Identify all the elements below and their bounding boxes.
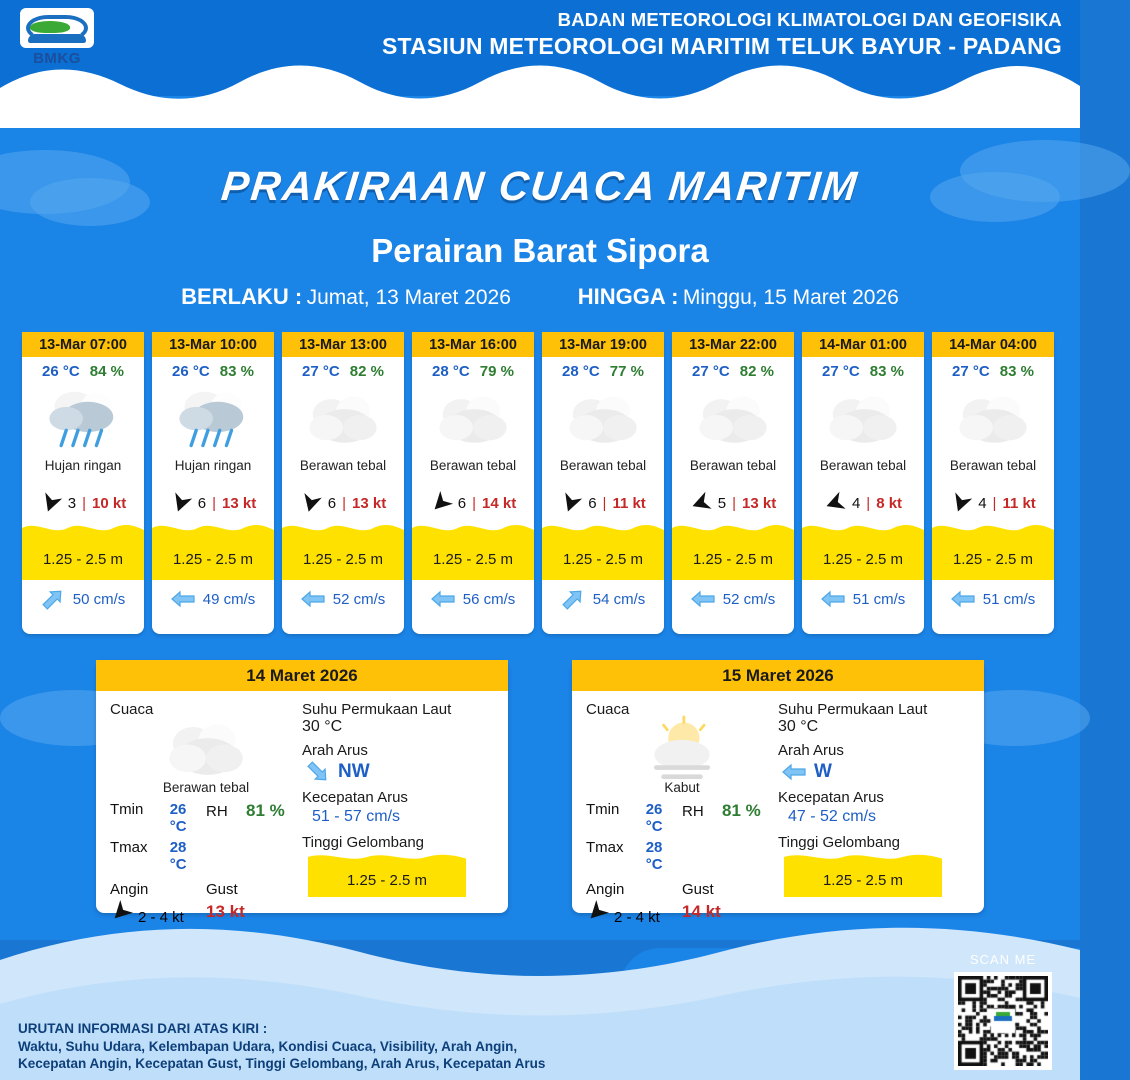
wind-row: 6 | 13 kt bbox=[170, 492, 256, 514]
relative-humidity: 82 % bbox=[349, 363, 384, 380]
tinggi-gelombang-value: 1.25 - 2.5 m bbox=[346, 872, 428, 889]
wind-visibility: 5 bbox=[717, 494, 727, 512]
arah-arus-label: Arah Arus bbox=[302, 742, 368, 759]
weather-icon bbox=[22, 380, 144, 458]
sst-value: 30 °C bbox=[302, 718, 343, 735]
current-direction-icon bbox=[303, 757, 333, 787]
hourly-forecast-list bbox=[22, 332, 1062, 634]
air-temperature: 27 °C bbox=[302, 363, 340, 380]
current-speed: 54 cm/s bbox=[592, 590, 646, 608]
daily-weather-icon bbox=[586, 718, 778, 780]
fog-icon bbox=[636, 716, 728, 782]
hourly-forecast-card bbox=[22, 332, 144, 634]
wind-row: 4 | 8 kt bbox=[824, 492, 902, 514]
wave-height: 1.25 - 2.5 m bbox=[822, 551, 904, 568]
rh-label: RH bbox=[682, 803, 704, 820]
wind-speed: 14 kt bbox=[482, 494, 517, 512]
wave-height-band bbox=[412, 524, 534, 580]
wave-height-band bbox=[672, 524, 794, 580]
wind-speed: 11 kt bbox=[612, 494, 646, 512]
cloud-icon bbox=[951, 389, 1035, 449]
kecepatan-arus-value: 51 - 57 cm/s bbox=[312, 808, 401, 825]
weather-condition: Hujan ringan bbox=[174, 458, 252, 473]
kecepatan-arus-label: Kecepatan Arus bbox=[302, 789, 408, 806]
wind-row: 6 | 13 kt bbox=[300, 492, 386, 514]
forecast-time: 13-Mar 10:00 bbox=[152, 332, 274, 357]
cloud-icon bbox=[301, 389, 385, 449]
validity-from-value: Jumat, 13 Maret 2026 bbox=[306, 286, 511, 309]
forecast-time: 14-Mar 04:00 bbox=[932, 332, 1054, 357]
relative-humidity: 84 % bbox=[89, 363, 124, 380]
air-temperature: 27 °C bbox=[822, 363, 860, 380]
wind-speed: 13 kt bbox=[352, 494, 387, 512]
hourly-forecast-card bbox=[802, 332, 924, 634]
wind-direction-icon bbox=[582, 897, 612, 927]
wave-height: 1.25 - 2.5 m bbox=[562, 551, 644, 568]
gust-label: Gust bbox=[682, 881, 714, 898]
weather-icon bbox=[932, 380, 1054, 458]
wave-height-band bbox=[542, 524, 664, 580]
cloud-icon bbox=[821, 389, 905, 449]
relative-humidity: 82 % bbox=[739, 363, 774, 380]
forecast-time: 13-Mar 16:00 bbox=[412, 332, 534, 357]
temp-humidity-row bbox=[562, 363, 644, 380]
daily-cuaca-label: Cuaca bbox=[586, 701, 630, 718]
weather-condition: Berawan tebal bbox=[559, 458, 647, 473]
forecast-time: 14-Mar 01:00 bbox=[802, 332, 924, 357]
wave-height: 1.25 - 2.5 m bbox=[302, 551, 384, 568]
wave-height: 1.25 - 2.5 m bbox=[172, 551, 254, 568]
current-direction-icon bbox=[691, 590, 715, 608]
footer-legend-heading: URUTAN INFORMASI DARI ATAS KIRI : bbox=[18, 1021, 268, 1036]
wind-direction-icon bbox=[822, 489, 848, 517]
wind-direction-icon bbox=[298, 490, 324, 515]
tmax-value: 28 °C bbox=[645, 839, 663, 873]
sst-label: Suhu Permukaan Laut bbox=[778, 701, 928, 718]
rh-value: 81 % bbox=[722, 801, 761, 820]
tmin-label: Tmin bbox=[586, 801, 620, 818]
daily-weather-condition: Kabut bbox=[664, 780, 700, 795]
tinggi-gelombang-band bbox=[784, 853, 942, 897]
relative-humidity: 79 % bbox=[479, 363, 514, 380]
weather-condition: Hujan ringan bbox=[44, 458, 122, 473]
wind-direction-icon bbox=[426, 488, 456, 518]
current-row bbox=[282, 580, 404, 618]
wind-direction-icon bbox=[37, 490, 65, 516]
wind-visibility: 6 bbox=[197, 494, 207, 512]
cloud-icon bbox=[691, 389, 775, 449]
wind-speed: 11 kt bbox=[1002, 494, 1036, 512]
angin-label: Angin bbox=[110, 881, 149, 898]
weather-icon bbox=[672, 380, 794, 458]
tinggi-gelombang-label: Tinggi Gelombang bbox=[778, 834, 901, 851]
validity-row bbox=[0, 284, 1080, 310]
wind-row: 5 | 13 kt bbox=[690, 492, 776, 514]
footer-legend-line-1: Waktu, Suhu Udara, Kelembapan Udara, Kondisi Cuaca, Visibility, Arah Angin, bbox=[18, 1039, 518, 1054]
air-temperature: 26 °C bbox=[42, 363, 80, 380]
daily-forecast-panel bbox=[572, 660, 984, 926]
wind-direction-icon bbox=[557, 490, 585, 516]
wave-height: 1.25 - 2.5 m bbox=[42, 551, 124, 568]
current-row bbox=[932, 580, 1054, 618]
wind-visibility: 6 bbox=[457, 494, 467, 512]
temp-humidity-row bbox=[432, 363, 514, 380]
wave-height-band bbox=[152, 524, 274, 580]
angin-label: Angin bbox=[586, 881, 625, 898]
weather-icon bbox=[152, 380, 274, 458]
weather-condition: Berawan tebal bbox=[689, 458, 777, 473]
cloud-icon bbox=[561, 389, 645, 449]
scan-me-label: SCAN ME bbox=[969, 952, 1037, 967]
bmkg-logo-icon bbox=[20, 8, 94, 48]
wind-visibility: 6 bbox=[588, 494, 597, 512]
relative-humidity: 83 % bbox=[999, 363, 1034, 380]
wave-height-band bbox=[22, 524, 144, 580]
wind-speed: 10 kt bbox=[92, 494, 127, 512]
validity-to-label: HINGGA : bbox=[577, 284, 679, 309]
tinggi-gelombang-value: 1.25 - 2.5 m bbox=[822, 872, 904, 889]
weather-icon bbox=[412, 380, 534, 458]
current-direction-icon bbox=[558, 584, 588, 614]
current-direction-icon bbox=[431, 590, 455, 608]
tmin-value: 26 °C bbox=[645, 801, 663, 835]
page-header bbox=[0, 0, 1080, 74]
gust-value: 14 kt bbox=[682, 902, 721, 921]
relative-humidity: 77 % bbox=[609, 363, 644, 380]
tinggi-gelombang-band bbox=[308, 853, 466, 897]
header-line-2: STASIUN METEOROLOGI MARITIM TELUK BAYUR - PADANG bbox=[381, 33, 1062, 59]
current-speed: 51 cm/s bbox=[852, 590, 906, 608]
current-row bbox=[22, 580, 144, 618]
forecast-time: 13-Mar 13:00 bbox=[282, 332, 404, 357]
relative-humidity: 83 % bbox=[219, 363, 254, 380]
forecast-time: 13-Mar 07:00 bbox=[22, 332, 144, 357]
daily-forecast-panel bbox=[96, 660, 508, 926]
tmin-label: Tmin bbox=[110, 801, 144, 818]
current-direction-icon bbox=[38, 584, 68, 614]
angin-value: 2 - 4 kt bbox=[614, 909, 660, 926]
daily-date: 14 Maret 2026 bbox=[96, 660, 508, 691]
current-row bbox=[542, 580, 664, 618]
wave-height: 1.25 - 2.5 m bbox=[432, 551, 514, 568]
air-temperature: 26 °C bbox=[172, 363, 210, 380]
validity-from-label: BERLAKU : bbox=[181, 284, 303, 309]
weather-icon bbox=[802, 380, 924, 458]
temp-humidity-row bbox=[172, 363, 254, 380]
angin-value: 2 - 4 kt bbox=[138, 909, 184, 926]
header-institution bbox=[382, 8, 1062, 60]
rain-icon bbox=[171, 385, 255, 454]
wind-visibility: 4 bbox=[978, 494, 987, 512]
header-line-1: BADAN METEOROLOGI KLIMATOLOGI DAN GEOFISIKA bbox=[557, 9, 1062, 30]
weather-condition: Berawan tebal bbox=[299, 458, 387, 473]
tmax-value: 28 °C bbox=[169, 839, 187, 873]
rh-value: 81 % bbox=[246, 801, 285, 820]
hourly-forecast-card bbox=[672, 332, 794, 634]
wave-height-band bbox=[932, 524, 1054, 580]
kecepatan-arus-label: Kecepatan Arus bbox=[778, 789, 884, 806]
sst-value: 30 °C bbox=[778, 718, 819, 735]
page-title: PRAKIRAAN CUACA MARITIM bbox=[219, 163, 861, 209]
wind-row: 3 | 10 kt bbox=[40, 492, 126, 514]
hourly-forecast-card bbox=[932, 332, 1054, 634]
bmkg-logo-text: BMKG bbox=[33, 50, 81, 67]
tmax-label: Tmax bbox=[110, 839, 148, 856]
wind-speed: 13 kt bbox=[222, 494, 257, 512]
weather-icon bbox=[282, 380, 404, 458]
weather-condition: Berawan tebal bbox=[819, 458, 907, 473]
wave-height-band bbox=[802, 524, 924, 580]
hourly-forecast-card bbox=[282, 332, 404, 634]
wind-row: 4 | 11 kt bbox=[950, 492, 1036, 514]
wind-visibility: 4 bbox=[851, 494, 861, 512]
wind-direction-icon bbox=[947, 490, 975, 516]
arah-arus-label: Arah Arus bbox=[778, 742, 844, 759]
temp-humidity-row bbox=[692, 363, 774, 380]
page-subtitle: Perairan Barat Sipora bbox=[371, 232, 709, 269]
tinggi-gelombang-label: Tinggi Gelombang bbox=[302, 834, 425, 851]
current-speed: 52 cm/s bbox=[332, 590, 386, 608]
wave-height-band bbox=[282, 524, 404, 580]
current-speed: 50 cm/s bbox=[72, 590, 126, 608]
temp-humidity-row bbox=[42, 363, 124, 380]
current-row bbox=[802, 580, 924, 618]
current-direction-icon bbox=[171, 590, 195, 608]
weather-icon bbox=[542, 380, 664, 458]
current-direction-icon bbox=[301, 590, 325, 608]
forecast-time: 13-Mar 22:00 bbox=[672, 332, 794, 357]
wind-row: 6 | 14 kt bbox=[430, 492, 516, 514]
wave-height: 1.25 - 2.5 m bbox=[692, 551, 774, 568]
gust-label: Gust bbox=[206, 881, 238, 898]
cloud-icon bbox=[160, 716, 252, 782]
wind-speed: 13 kt bbox=[742, 494, 777, 512]
current-row bbox=[672, 580, 794, 618]
daily-weather-condition: Berawan tebal bbox=[162, 780, 250, 795]
air-temperature: 27 °C bbox=[952, 363, 990, 380]
cloud-icon bbox=[431, 389, 515, 449]
temp-humidity-row bbox=[822, 363, 904, 380]
temp-humidity-row bbox=[952, 363, 1034, 380]
weather-condition: Berawan tebal bbox=[429, 458, 517, 473]
wave-height: 1.25 - 2.5 m bbox=[952, 551, 1034, 568]
rh-label: RH bbox=[206, 803, 228, 820]
air-temperature: 27 °C bbox=[692, 363, 730, 380]
current-direction-icon bbox=[782, 763, 806, 781]
current-row bbox=[412, 580, 534, 618]
scan-me-block bbox=[948, 952, 1058, 1070]
air-temperature: 28 °C bbox=[562, 363, 600, 380]
arah-arus-value: W bbox=[782, 761, 970, 783]
bmkg-logo bbox=[14, 8, 100, 72]
weather-condition: Berawan tebal bbox=[949, 458, 1037, 473]
kecepatan-arus-value: 47 - 52 cm/s bbox=[788, 808, 877, 825]
relative-humidity: 83 % bbox=[869, 363, 904, 380]
wind-speed: 8 kt bbox=[876, 494, 903, 512]
current-speed: 56 cm/s bbox=[462, 590, 516, 608]
current-speed: 49 cm/s bbox=[202, 590, 256, 608]
wind-row: 6 | 11 kt bbox=[560, 492, 646, 514]
current-speed: 52 cm/s bbox=[722, 590, 776, 608]
tmax-label: Tmax bbox=[586, 839, 624, 856]
current-speed: 51 cm/s bbox=[982, 590, 1036, 608]
wind-direction-icon bbox=[688, 489, 714, 517]
footer-legend bbox=[18, 1020, 618, 1072]
daily-weather-icon bbox=[110, 718, 302, 780]
wind-direction-icon bbox=[106, 897, 136, 927]
daily-date: 15 Maret 2026 bbox=[572, 660, 984, 691]
sst-label: Suhu Permukaan Laut bbox=[302, 701, 452, 718]
temp-humidity-row bbox=[302, 363, 384, 380]
wind-visibility: 6 bbox=[327, 494, 337, 512]
daily-cuaca-label: Cuaca bbox=[110, 701, 154, 718]
forecast-time: 13-Mar 19:00 bbox=[542, 332, 664, 357]
current-direction-icon bbox=[821, 590, 845, 608]
current-direction-icon bbox=[951, 590, 975, 608]
hourly-forecast-card bbox=[542, 332, 664, 634]
rain-icon bbox=[41, 385, 125, 454]
wind-visibility: 3 bbox=[67, 494, 77, 512]
current-row bbox=[152, 580, 274, 618]
validity-to-value: Minggu, 15 Maret 2026 bbox=[682, 286, 899, 309]
wind-direction-icon bbox=[167, 490, 195, 516]
qr-code[interactable] bbox=[954, 972, 1052, 1070]
footer-legend-line-2: Kecepatan Angin, Kecepatan Gust, Tinggi Gelombang, Arah Arus, Kecepatan Arus bbox=[18, 1056, 546, 1071]
gust-value: 13 kt bbox=[206, 902, 245, 921]
tmin-value: 26 °C bbox=[169, 801, 187, 835]
hourly-forecast-card bbox=[152, 332, 274, 634]
air-temperature: 28 °C bbox=[432, 363, 470, 380]
arah-arus-value: NW bbox=[306, 761, 494, 783]
hourly-forecast-card bbox=[412, 332, 534, 634]
